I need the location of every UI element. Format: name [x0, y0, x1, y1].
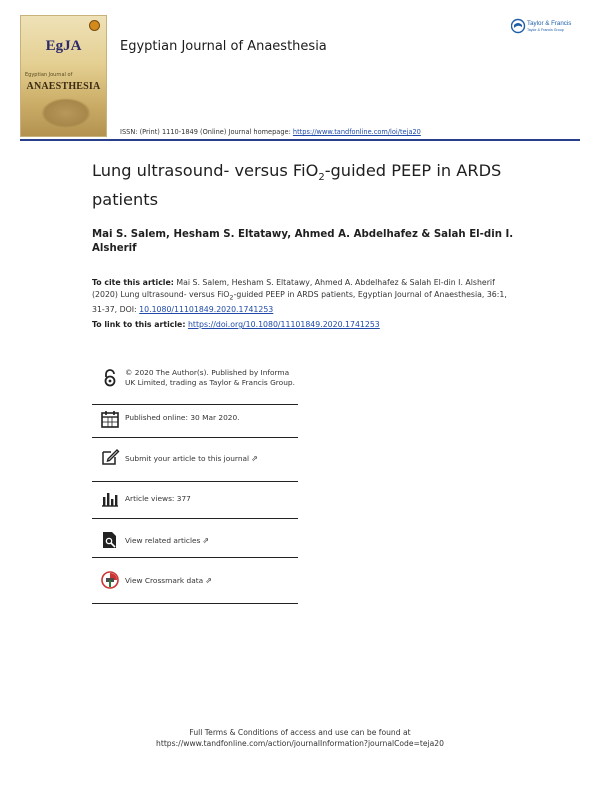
citation-text-1: Mai S. Salem, Hesham S. Eltatawy, Ahmed A. Abdelhafez & Salah El-din I. Alsherif (2020) Lung ultrasound- versus FiO: [92, 278, 495, 299]
citation-subscript: 2: [229, 293, 234, 302]
journal-name: Egyptian Journal of Anaesthesia: [120, 39, 327, 54]
edit-icon: [100, 447, 120, 467]
journal-homepage-link[interactable]: https://www.tandfonline.com/loi/teja20: [292, 128, 421, 136]
cover-subtitle: Egyptian Journal of: [25, 72, 73, 78]
meta-divider: [92, 603, 298, 604]
crossmark-row[interactable]: [92, 570, 298, 590]
meta-divider: [92, 481, 298, 482]
publisher-logo: [511, 17, 581, 35]
citation-block: [92, 277, 522, 316]
emblem-icon: [89, 20, 100, 31]
footer-terms-link[interactable]: https://www.tandfonline.com/action/journalInformation?journalCode=teja20: [156, 739, 444, 748]
open-access-row: [92, 368, 298, 402]
article-title-part2: -guided PEEP in ARDS patients: [92, 161, 502, 210]
meta-divider: [92, 437, 298, 438]
calendar-icon: [100, 409, 120, 429]
submit-row[interactable]: [92, 447, 298, 467]
article-title-part1: Lung ultrasound- versus FiO: [92, 161, 319, 180]
published-date: Published online: 30 Mar 2020.: [125, 413, 240, 422]
published-row: [92, 409, 298, 429]
citation-label: To cite this article:: [92, 278, 174, 287]
publisher-logo-line2: Taylor & Francis Group: [527, 28, 564, 32]
article-views: Article views: 377: [125, 494, 191, 503]
issn-text: ISSN: (Print) 1110-1849 (Online) Journal homepage:: [120, 128, 291, 136]
issn-line: [120, 128, 421, 136]
related-search-icon: [100, 530, 120, 550]
publisher-logo-line1: Taylor & Francis: [527, 20, 572, 27]
crossmark-link[interactable]: View Crossmark data: [125, 576, 204, 585]
open-access-icon: [100, 368, 120, 388]
bar-chart-icon: [100, 488, 120, 508]
article-url-link[interactable]: https://doi.org/10.1080/11101849.2020.1741253: [187, 320, 380, 329]
cover-title: ANAESTHESIA: [26, 81, 101, 92]
submit-article-link[interactable]: Submit your article to this journal: [125, 454, 250, 463]
citation-text-2: -guided PEEP in ARDS patients, Egyptian Journal of Anaesthesia, 36:1, 31-37, DOI:: [92, 290, 507, 314]
cover-figure: [41, 98, 91, 128]
journal-cover-image: [20, 15, 107, 137]
crossmark-icon: [100, 570, 120, 590]
copyright-text: © 2020 The Author(s). Published by Informa UK Limited, trading as Taylor & Francis Group.: [125, 368, 295, 387]
external-link-icon: ⇗: [251, 454, 258, 463]
publisher-logo-icon: [512, 20, 525, 33]
cover-logo: EgJA: [45, 38, 82, 54]
meta-divider: [92, 518, 298, 519]
meta-divider: [92, 404, 298, 405]
meta-divider: [92, 557, 298, 558]
footer-line1: Full Terms & Conditions of access and use can be found at: [189, 728, 411, 737]
article-title: [92, 160, 562, 211]
authors: Mai S. Salem, Hesham S. Eltatawy, Ahmed A. Abdelhafez & Salah El-din I. Alsherif: [92, 229, 514, 254]
external-link-icon: ⇗: [202, 536, 210, 545]
doi-link[interactable]: 10.1080/11101849.2020.1741253: [139, 304, 274, 314]
views-row: [92, 488, 298, 508]
related-row[interactable]: [92, 530, 298, 550]
article-title-subscript: 2: [318, 172, 325, 184]
link-label: To link to this article:: [92, 320, 186, 329]
link-line: [92, 320, 380, 329]
external-link-icon: ⇗: [205, 576, 212, 585]
header-rule: [20, 139, 580, 141]
footer: [0, 727, 600, 749]
related-articles-link[interactable]: View related articles: [125, 536, 201, 545]
